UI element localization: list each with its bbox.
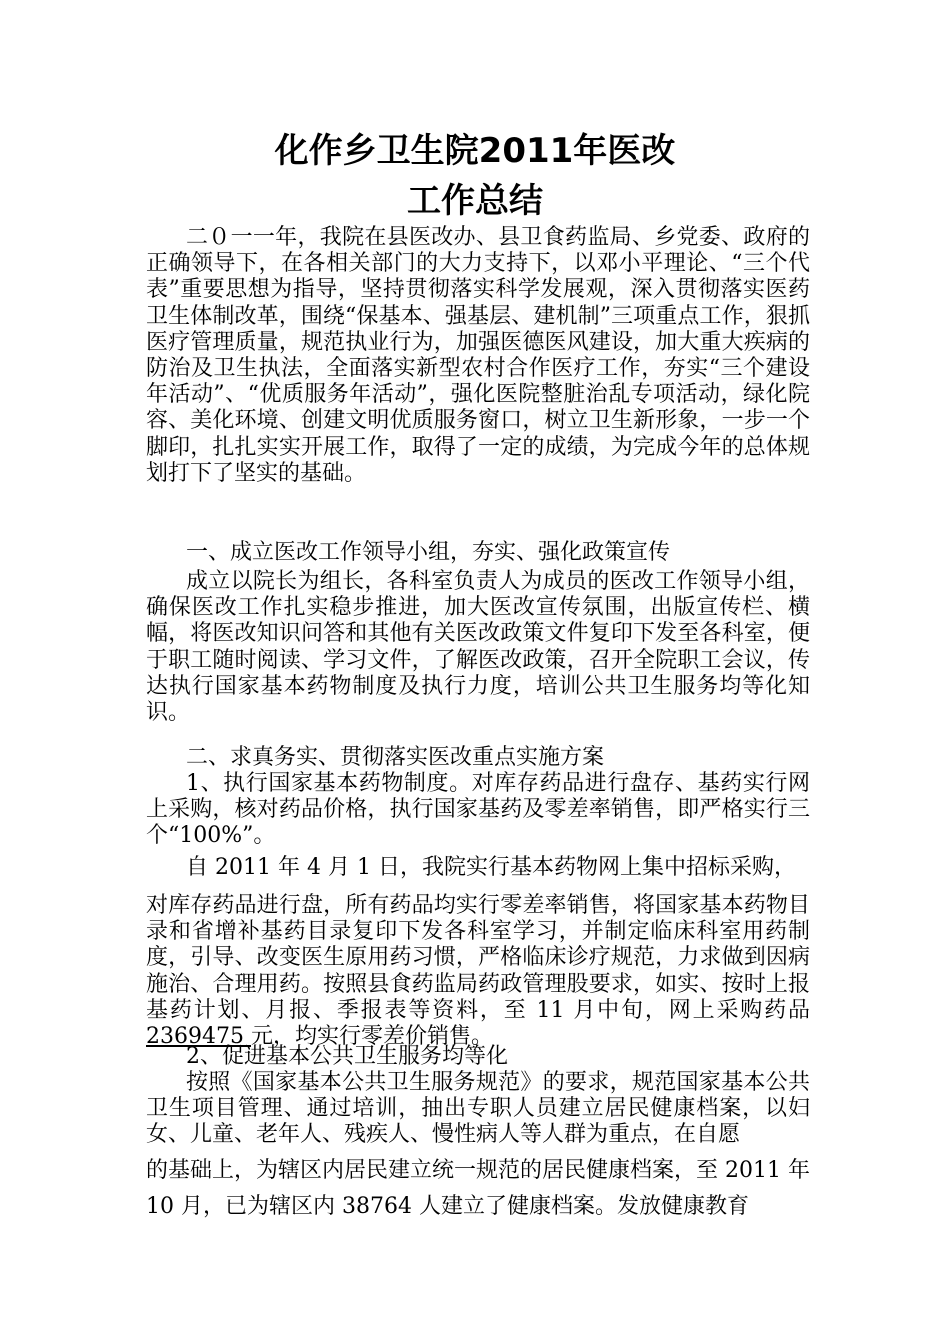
item2-paragraph-part1: 按照《国家基本公共卫生服务规范》的要求，规范国家基本公共卫生项目管理、通过培训，抽出专职人员建立居民健康档案，以妇女、儿童、老年人、残疾人、慢性病人等人群为重点，在自愿 — [146, 1070, 810, 1148]
intro-paragraph: 二０一一年，我院在县医改办、县卫食药监局、乡党委、政府的正确领导下，在各相关部门的大力支持下，以邓小平理论、“三个代表”重要思想为指导，坚持贯彻落实科学发展观，深入贯彻落实医药卫生体制改革，围绕“保基本、强基层、建机制”三项重点工作，狠抓医疗管理质量，规范执业行为，加强医德医风建设，加大重大疾病的防治及卫生执法，全面落实新型农村合作医疗工作，夯实“三个建设年活动”、“优质服务年活动”，强化医院整脏治乱专项活动，绿化院容、美化环境、创建文明优质服务窗口，树立卫生新形象，一步一个脚印，扎扎实实开展工作，取得了一定的成绩，为完成今年的总体规划打下了坚实的基础。 — [146, 225, 810, 486]
item2-heading: 2、促进基本公共卫生服务均等化 — [186, 1044, 508, 1069]
section1-heading: 一、成立医改工作领导小组，夯实、强化政策宣传 — [186, 540, 671, 565]
purchase-amount: 2369475 — [146, 1024, 251, 1050]
item2-paragraph-part2: 的基础上，为辖区内居民建立统一规范的居民健康档案，至 2011 年 10 月，已为辖区内 38764 人建立了健康档案。发放健康教育 — [146, 1158, 810, 1219]
item1-paragraph-line: 自 2011 年 4 月 1 日，我院实行基本药物网上集中招标采购， — [186, 855, 796, 880]
item1-heading: 1、执行国家基本药物制度。对库存药品进行盘存、基药实行网上采购，核对药品价格，执行国家基药及零差率销售，即严格实行三个“100%”。 — [146, 771, 810, 849]
item1-text-before: 对库存药品进行盘，所有药品均实行零差率销售，将国家基本药物目录和省增补基药目录复印下发各科室学习，并制定临床科室用药制度，引导、改变医生原用药习惯，严格临床诊疗规范，力求做到因病施治、合理用药。按照县食药监局药政管理股要求，如实、按时上报基药计划、月报、季报表等资料，至 11 月中旬，网上采购药品 — [146, 893, 810, 1023]
document-title-line1: 化作乡卫生院2011年医改 — [274, 131, 676, 171]
section2-heading: 二、求真务实、贯彻落实医改重点实施方案 — [186, 745, 605, 770]
item1-paragraph — [146, 893, 810, 1050]
item1-text-after: 元，均实行零差价销售。 — [250, 1024, 493, 1050]
section1-body: 成立以院长为组长，各科室负责人为成员的医改工作领导小组，确保医改工作扎实稳步推进，加大医改宣传氛围，出版宣传栏、横幅，将医改知识问答和其他有关医改政策文件复印下发至各科室，便于职工随时阅读、学习文件，了解医改政策，召开全院职工会议，传达执行国家基本药物制度及执行力度，培训公共卫生服务均等化知识。 — [146, 569, 810, 726]
document-title-line2: 工作总结 — [407, 181, 543, 221]
